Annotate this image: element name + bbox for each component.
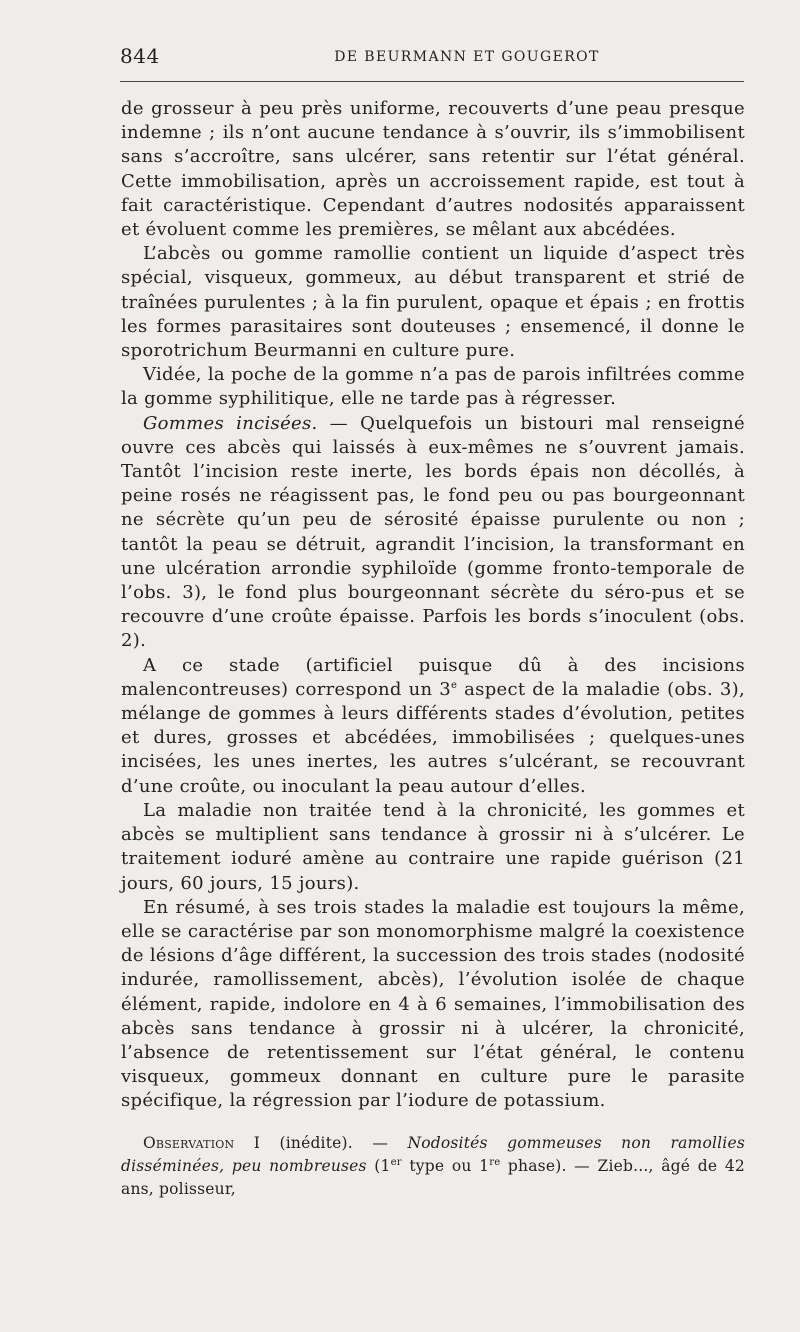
running-head: DE BEURMANN ET GOUGEROT xyxy=(334,49,600,65)
observation-text: (1 xyxy=(366,1157,391,1175)
page-number: 844 xyxy=(120,44,160,68)
paragraph: En résumé, à ses trois stades la maladie est toujours la même, elle se caractérise par son monomorphisme malgré la coexistence de lésions d’âge différent, la succession des trois stades (nodosité indurée, ramollissement, abcès), l’évolution isolée de chaque élément, rapide, indolore en 4 à 6 semaines, l’immobilisation des abcès sans tendance à grossir ni à ulcérer, la chronicité, l’absence de retentissement sur l’état général, le contenu visqueux, gommeux donnant en culture pure le parasite spécifique, la régression par l’iodure de potassium. xyxy=(121,896,745,1112)
header-rule xyxy=(120,81,744,82)
observation-title: Nodosités gommeuses non ramollies disséminées, peu nombreuses xyxy=(121,1134,745,1175)
paragraph xyxy=(121,412,745,654)
paragraph: La maladie non traitée tend à la chronicité, les gommes et abcès se multiplient sans tendance à grossir ni à s’ulcérer. Le traitement ioduré amène au contraire une rapide guérison (21 jours, 60 jours, 15 jours). xyxy=(121,799,745,894)
paragraph-text: aspect de la maladie (obs. 3), mélange de gommes à leurs différents stades d’évolution, petites et dures, grosses et abcédées, immobilisées ; quelques-unes incisées, les unes inertes, les autres s’ulcérant, se recouvrant d’une croûte, ou inoculant la peau autour d’elles. xyxy=(121,678,745,797)
observation-label: Observation xyxy=(143,1134,235,1152)
page-header xyxy=(120,44,744,74)
paragraph: L’abcès ou gomme ramollie contient un liquide d’aspect très spécial, visqueux, gommeux, au début transparent et strié de traînées purulentes ; à la fin purulent, opaque et épais ; en frottis les formes parasitaires sont douteuses ; ensemencé, il donne le sporotrichum Beurmanni en culture pure. xyxy=(121,243,745,362)
superscript: er xyxy=(390,1156,402,1168)
section-title: Gommes incisées. xyxy=(143,412,318,434)
observation-paragraph xyxy=(121,1132,745,1201)
paragraph: de grosseur à peu près uniforme, recouverts d’une peau presque indemne ; ils n’ont aucune tendance à s’ouvrir, ils s’immobilisent sans s’accroître, sans ulcérer, sans retentir sur l’état général. Cette immobilisation, après un accroissement rapide, est tout à fait caractéristique. Cependant d’autres nodosités apparaissent et évoluent comme les premières, se mêlant aux abcédées. xyxy=(121,98,745,241)
superscript: e xyxy=(451,679,458,691)
observation-text: phase). — Zieb..., âgé de 42 ans, polisseur, xyxy=(121,1157,745,1198)
superscript: re xyxy=(489,1156,501,1168)
observation-text: type ou 1 xyxy=(401,1157,490,1175)
paragraph-text: A ce stade (artificiel puisque dû à des incisions malencontreuses) correspond un 3 xyxy=(121,654,745,700)
paragraph-text: — Quelquefois un bistouri mal renseigné ouvre ces abcès qui laissés à eux-mêmes ne s’ouvrent jamais. Tantôt l’incision reste inerte, les bords épais non décollés, à peine rosés ne réagissent pas, le fond peu ou pas bourgeonnant ne sécrète qu’un peu de sérosité épaisse purulente ou non ; tantôt la peau se détruit, agrandit l’incision, la transformant en une ulcération arrondie syphiloïde (gomme fronto-temporale de l’obs. 3), le fond plus bourgeonnant sécrète du séro-pus et se recouvre d’une croûte épaisse. Parfois les bords s’inoculent (obs. 2). xyxy=(121,412,745,652)
observation-number: I (inédite). — xyxy=(234,1134,408,1152)
paragraph: Vidée, la poche de la gomme n’a pas de parois infiltrées comme la gomme syphilitique, elle ne tarde pas à régresser. xyxy=(121,364,745,410)
body-text xyxy=(121,97,745,1114)
observation-block xyxy=(121,1132,745,1201)
paragraph xyxy=(121,654,745,799)
